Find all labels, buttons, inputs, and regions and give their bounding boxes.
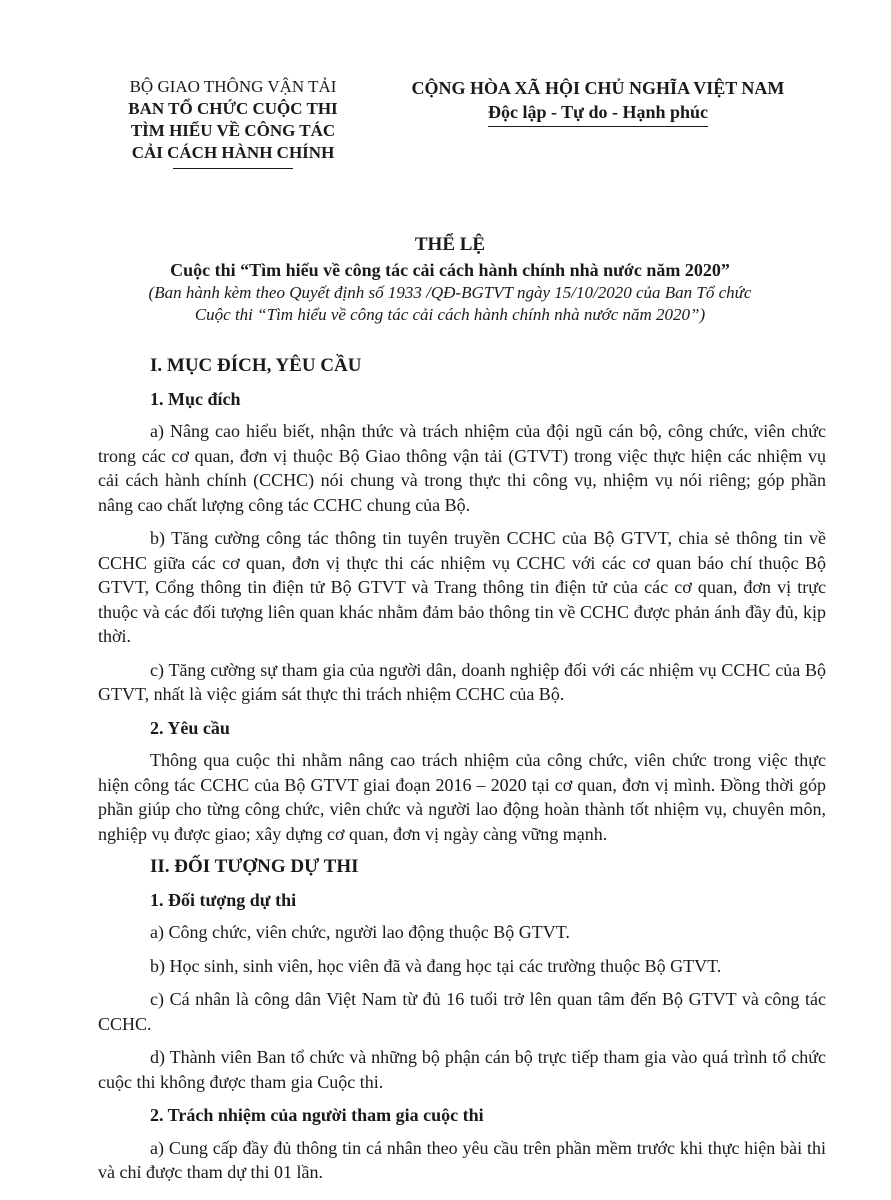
issuance-note-line2: Cuộc thi “Tìm hiểu về công tác cải cách hành chính nhà nước năm 2020”) [194, 305, 706, 324]
national-motto: Độc lập - Tự do - Hạnh phúc [488, 100, 708, 127]
section-heading: I. MỤC ĐÍCH, YÊU CẦU [150, 355, 362, 376]
paragraph: a) Công chức, viên chức, người lao động thuộc Bộ GTVT. [150, 922, 570, 942]
issuing-agency-block [88, 76, 378, 169]
subsection-heading: 2. Trách nhiệm của người tham gia cuộc thi [150, 1105, 484, 1125]
country-name: CỘNG HÒA XÃ HỘI CHỦ NGHĨA VIỆT NAM [411, 78, 785, 98]
agency-underline [173, 168, 293, 169]
national-title-block [388, 76, 808, 127]
committee-name-line1: BAN TỔ CHỨC CUỘC THI [128, 99, 338, 118]
subsection-heading: 2. Yêu cầu [150, 717, 230, 738]
paragraph: d) Thành viên Ban tổ chức và những bộ phận cán bộ trực tiếp tham gia vào quá trình tổ chức cuộc thi không được tham gia Cuộc thi. [98, 1047, 826, 1092]
ministry-name: BỘ GIAO THÔNG VẬN TẢI [129, 77, 337, 96]
committee-name-line2: TÌM HIỂU VỀ CÔNG TÁC [130, 121, 336, 140]
paragraph: c) Cá nhân là công dân Việt Nam từ đủ 16 tuổi trở lên quan tâm đến Bộ GTVT và công tác CCHC. [98, 989, 826, 1034]
committee-name-line3: CẢI CÁCH HÀNH CHÍNH [131, 143, 335, 162]
paragraph: c) Tăng cường sự tham gia của người dân, doanh nghiệp đối với các nhiệm vụ CCHC của Bộ GTVT, nhất là việc giám sát thực thi trách nhiệm CCHC của Bộ. [98, 659, 826, 704]
document-body [98, 354, 826, 1194]
paragraph: b) Học sinh, sinh viên, học viên đã và đang học tại các trường thuộc Bộ GTVT. [150, 955, 722, 976]
document-title: THỂ LỆ [414, 234, 486, 255]
paragraph: a) Nâng cao hiểu biết, nhận thức và trách nhiệm của đội ngũ cán bộ, công chức, viên chức trong các cơ quan, đơn vị thuộc Bộ Giao thông vận tải (GTVT) trong việc thực hiện các nhiệm vụ cải cách hành chính (CCHC) nói chung và trong thực thi công vụ, nhiệm vụ nói riêng; góp phần nâng cao chất lượng công tác CCHC chung của Bộ. [98, 421, 826, 515]
issuance-note-line1: (Ban hành kèm theo Quyết định số 1933 /QĐ-BGTVT ngày 15/10/2020 của Ban Tổ chức [148, 283, 752, 302]
section-heading: II. ĐỐI TƯỢNG DỰ THI [150, 856, 359, 877]
subsection-heading: 1. Mục đích [150, 388, 241, 409]
paragraph: a) Cung cấp đầy đủ thông tin cá nhân theo yêu cầu trên phần mềm trước khi thực hiện bài thi và chỉ được tham dự thi 01 lần. [98, 1137, 826, 1182]
paragraph: Thông qua cuộc thi nhằm nâng cao trách nhiệm của công chức, viên chức trong việc thực hiện công tác CCHC của Bộ GTVT giai đoạn 2016 – 2020 tại cơ quan, đơn vị mình. Đồng thời góp phần giúp cho từng công chức, viên chức và người lao động hoàn thành tốt nhiệm vụ, chuyên môn, nghiệp vụ được giao; xây dựng cơ quan, đơn vị ngày càng vững mạnh. [98, 750, 826, 844]
paragraph: b) Tăng cường công tác thông tin tuyên truyền CCHC của Bộ GTVT, chia sẻ thông tin về CCHC giữa các cơ quan, đơn vị thực thi các nhiệm vụ CCHC với các cơ quan báo chí thuộc Bộ GTVT, Cổng thông tin điện tử Bộ GTVT và Trang thông tin điện tử của các cơ quan, đơn vị trực thuộc và các đối tượng liên quan khác nhằm đảm bảo thông tin về CCHC được phản ánh đầy đủ, kịp thời. [98, 528, 826, 646]
subsection-heading: 1. Đối tượng dự thi [150, 889, 297, 910]
document-subtitle: Cuộc thi “Tìm hiểu về công tác cải cách hành chính nhà nước năm 2020” [170, 260, 730, 280]
document-title-block [80, 232, 820, 326]
